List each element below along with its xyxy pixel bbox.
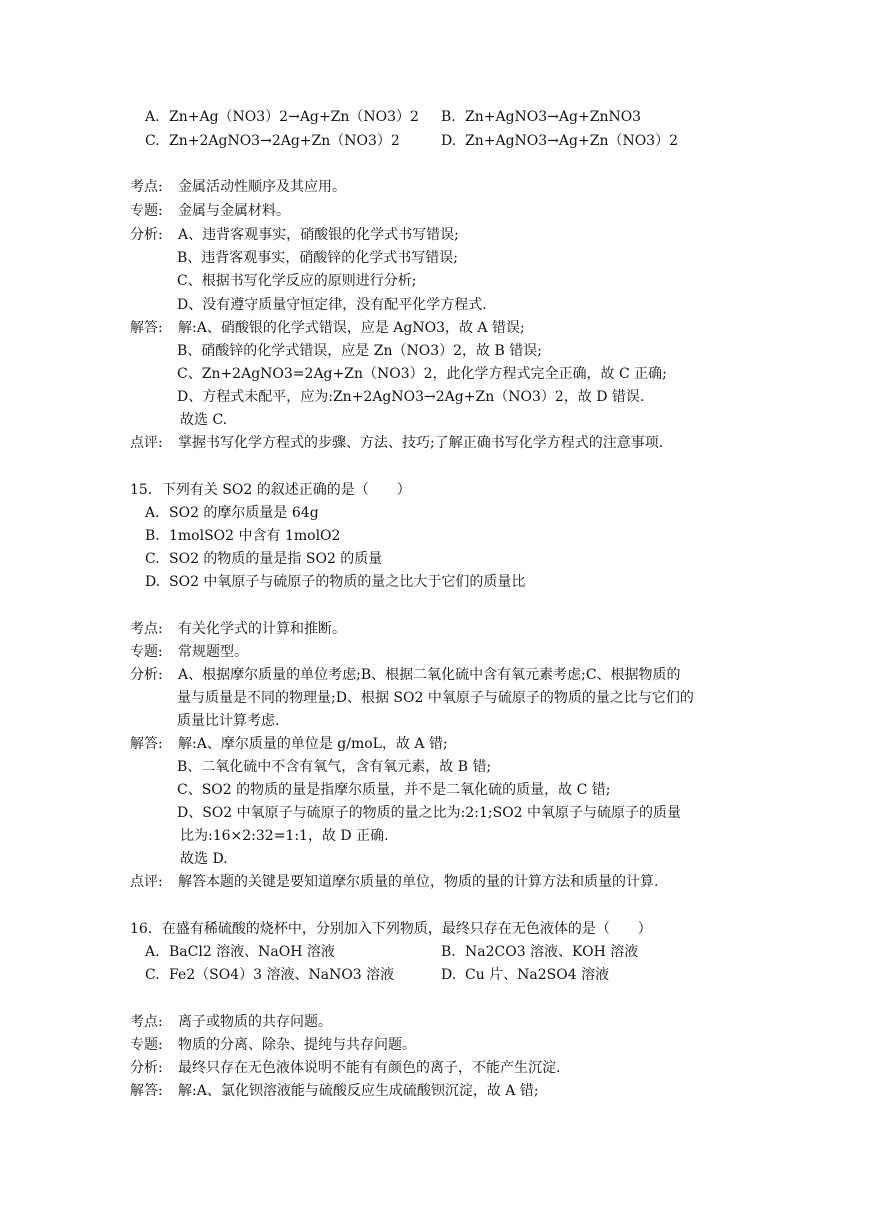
- zhuanti-label: 专题:: [130, 1037, 163, 1053]
- q15-jieda: [130, 735, 448, 753]
- dianping-label: 点评:: [130, 435, 163, 451]
- q14-option-c: [145, 132, 400, 150]
- q16-fenxi: [130, 1059, 560, 1077]
- option-letter: C.: [145, 551, 160, 567]
- kaodian-text: 金属活动性顺序及其应用。: [178, 179, 346, 195]
- q14-jieda: [130, 319, 525, 337]
- q16-stem: 16．在盛有稀硫酸的烧杯中，分别加入下列物质，最终只存在无色液体的是（ ）: [130, 921, 652, 937]
- q15-jieda-line: 比为:16×2:32=1:1，故 D 正确.: [180, 828, 389, 844]
- q15-option-d: [145, 573, 525, 591]
- kaodian-label: 考点:: [130, 621, 163, 637]
- q15-jieda-line: D、SO2 中氧原子与硫原子的物质的量之比为:2:1;SO2 中氧原子与硫原子的质量: [177, 805, 682, 821]
- option-text: BaCl2 溶液、NaOH 溶液: [169, 944, 335, 960]
- option-letter: B.: [441, 944, 456, 960]
- option-letter: A.: [145, 109, 160, 125]
- q14-fenxi: [130, 226, 459, 244]
- q14-zhuanti: [130, 202, 290, 220]
- jieda-text: 解:A、氯化钡溶液能与硫酸反应生成硫酸钡沉淀，故 A 错;: [178, 1083, 539, 1099]
- kaodian-text: 离子或物质的共存问题。: [178, 1014, 332, 1030]
- q16-zhuanti: [130, 1036, 416, 1054]
- jieda-label: 解答:: [130, 320, 163, 336]
- q14-jieda-line: C、Zn+2AgNO3=2Ag+Zn（NO3）2，此化学方程式完全正确，故 C 正确;: [177, 366, 667, 382]
- q15-zhuanti: [130, 643, 248, 661]
- jieda-label: 解答:: [130, 1083, 163, 1099]
- q15-jieda-line: 故选 D.: [180, 851, 228, 867]
- q16-option-a: [145, 943, 335, 961]
- zhuanti-text: 常规题型。: [178, 644, 248, 660]
- q14-fenxi-line: B、违背客观事实，硝酸锌的化学式书写错误;: [177, 250, 459, 266]
- option-text: Zn+AgNO3→Ag+ZnNO3: [465, 109, 642, 125]
- q16-jieda: [130, 1082, 539, 1100]
- option-letter: C.: [145, 133, 160, 149]
- option-text: Zn+Ag（NO3）2→Ag+Zn（NO3）2: [169, 109, 419, 125]
- option-letter: B.: [441, 109, 456, 125]
- q15-fenxi-line: 质量比计算考虑.: [177, 713, 280, 729]
- zhuanti-label: 专题:: [130, 644, 163, 660]
- fenxi-label: 分析:: [130, 667, 163, 683]
- zhuanti-text: 金属与金属材料。: [178, 203, 290, 219]
- option-text: Cu 片、Na2SO4 溶液: [465, 967, 610, 983]
- q14-dianping: [130, 434, 663, 452]
- zhuanti-text: 物质的分离、除杂、提纯与共存问题。: [178, 1037, 416, 1053]
- q16-option-b: [441, 943, 638, 961]
- dianping-text: 掌握书写化学方程式的步骤、方法、技巧;了解正确书写化学方程式的注意事项.: [178, 435, 664, 451]
- kaodian-label: 考点:: [130, 179, 163, 195]
- q15-kaodian: [130, 620, 346, 638]
- q15-dianping: [130, 873, 658, 891]
- jieda-line: 解:A、硝酸银的化学式错误，应是 AgNO3，故 A 错误;: [178, 320, 525, 336]
- option-text: Fe2（SO4）3 溶液、NaNO3 溶液: [169, 967, 395, 983]
- option-letter: D.: [441, 967, 457, 983]
- fenxi-label: 分析:: [130, 1060, 163, 1076]
- q14-jieda-line: D、方程式未配平，应为:Zn+2AgNO3→2Ag+Zn（NO3）2，故 D 错误.: [177, 389, 645, 405]
- q14-option-a: [145, 108, 419, 126]
- option-letter: D.: [145, 574, 161, 590]
- q15-option-b: [145, 527, 340, 545]
- zhuanti-label: 专题:: [130, 203, 163, 219]
- option-letter: C.: [145, 967, 160, 983]
- fenxi-line: A、违背客观事实，硝酸银的化学式书写错误;: [178, 227, 459, 243]
- q14-fenxi-line: D、没有遵守质量守恒定律，没有配平化学方程式.: [177, 297, 487, 313]
- q14-kaodian: [130, 178, 346, 196]
- option-text: SO2 的摩尔质量是 64g: [169, 505, 319, 521]
- q16-option-c: [145, 966, 394, 984]
- option-text: Zn+AgNO3→Ag+Zn（NO3）2: [465, 133, 679, 149]
- fenxi-label: 分析:: [130, 227, 163, 243]
- fenxi-text: 最终只存在无色液体说明不能有有颜色的离子，不能产生沉淀.: [178, 1060, 561, 1076]
- kaodian-text: 有关化学式的计算和推断。: [178, 621, 346, 637]
- kaodian-label: 考点:: [130, 1014, 163, 1030]
- q15-stem: 15．下列有关 SO2 的叙述正确的是（ ）: [130, 482, 411, 498]
- dianping-text: 解答本题的关键是要知道摩尔质量的单位，物质的量的计算方法和质量的计算.: [178, 874, 659, 890]
- q14-option-d: [441, 132, 678, 150]
- option-letter: A.: [145, 505, 160, 521]
- q14-option-b: [441, 108, 641, 126]
- option-letter: B.: [145, 528, 160, 544]
- option-text: SO2 的物质的量是指 SO2 的质量: [169, 551, 383, 567]
- q16-option-d: [441, 966, 609, 984]
- option-letter: D.: [441, 133, 457, 149]
- q15-option-c: [145, 550, 382, 568]
- q14-jieda-line: 故选 C.: [180, 412, 228, 428]
- q15-jieda-line: B、二氧化硫中不含有氧气，含有氧元素，故 B 错;: [177, 759, 492, 775]
- option-text: Na2CO3 溶液、KOH 溶液: [465, 944, 639, 960]
- q15-option-a: [145, 504, 319, 522]
- fenxi-line: A、根据摩尔质量的单位考虑;B、根据二氧化硫中含有氧元素考虑;C、根据物质的: [178, 667, 681, 683]
- q15-fenxi: [130, 666, 681, 684]
- option-text: Zn+2AgNO3→2Ag+Zn（NO3）2: [169, 133, 400, 149]
- jieda-label: 解答:: [130, 736, 163, 752]
- option-text: 1molSO2 中含有 1molO2: [169, 528, 341, 544]
- option-text: SO2 中氧原子与硫原子的物质的量之比大于它们的质量比: [169, 574, 526, 590]
- q14-jieda-line: B、硝酸锌的化学式错误，应是 Zn（NO3）2，故 B 错误;: [177, 343, 542, 359]
- q16-kaodian: [130, 1013, 332, 1031]
- q15-jieda-line: C、SO2 的物质的量是指摩尔质量，并不是二氧化硫的质量，故 C 错;: [177, 782, 611, 798]
- q15-fenxi-line: 量与质量是不同的物理量;D、根据 SO2 中氧原子与硫原子的物质的量之比与它们的: [177, 690, 694, 706]
- q14-fenxi-line: C、根据书写化学反应的原则进行分析;: [177, 273, 417, 289]
- dianping-label: 点评:: [130, 874, 163, 890]
- option-letter: A.: [145, 944, 160, 960]
- jieda-line: 解:A、摩尔质量的单位是 g/moL，故 A 错;: [178, 736, 448, 752]
